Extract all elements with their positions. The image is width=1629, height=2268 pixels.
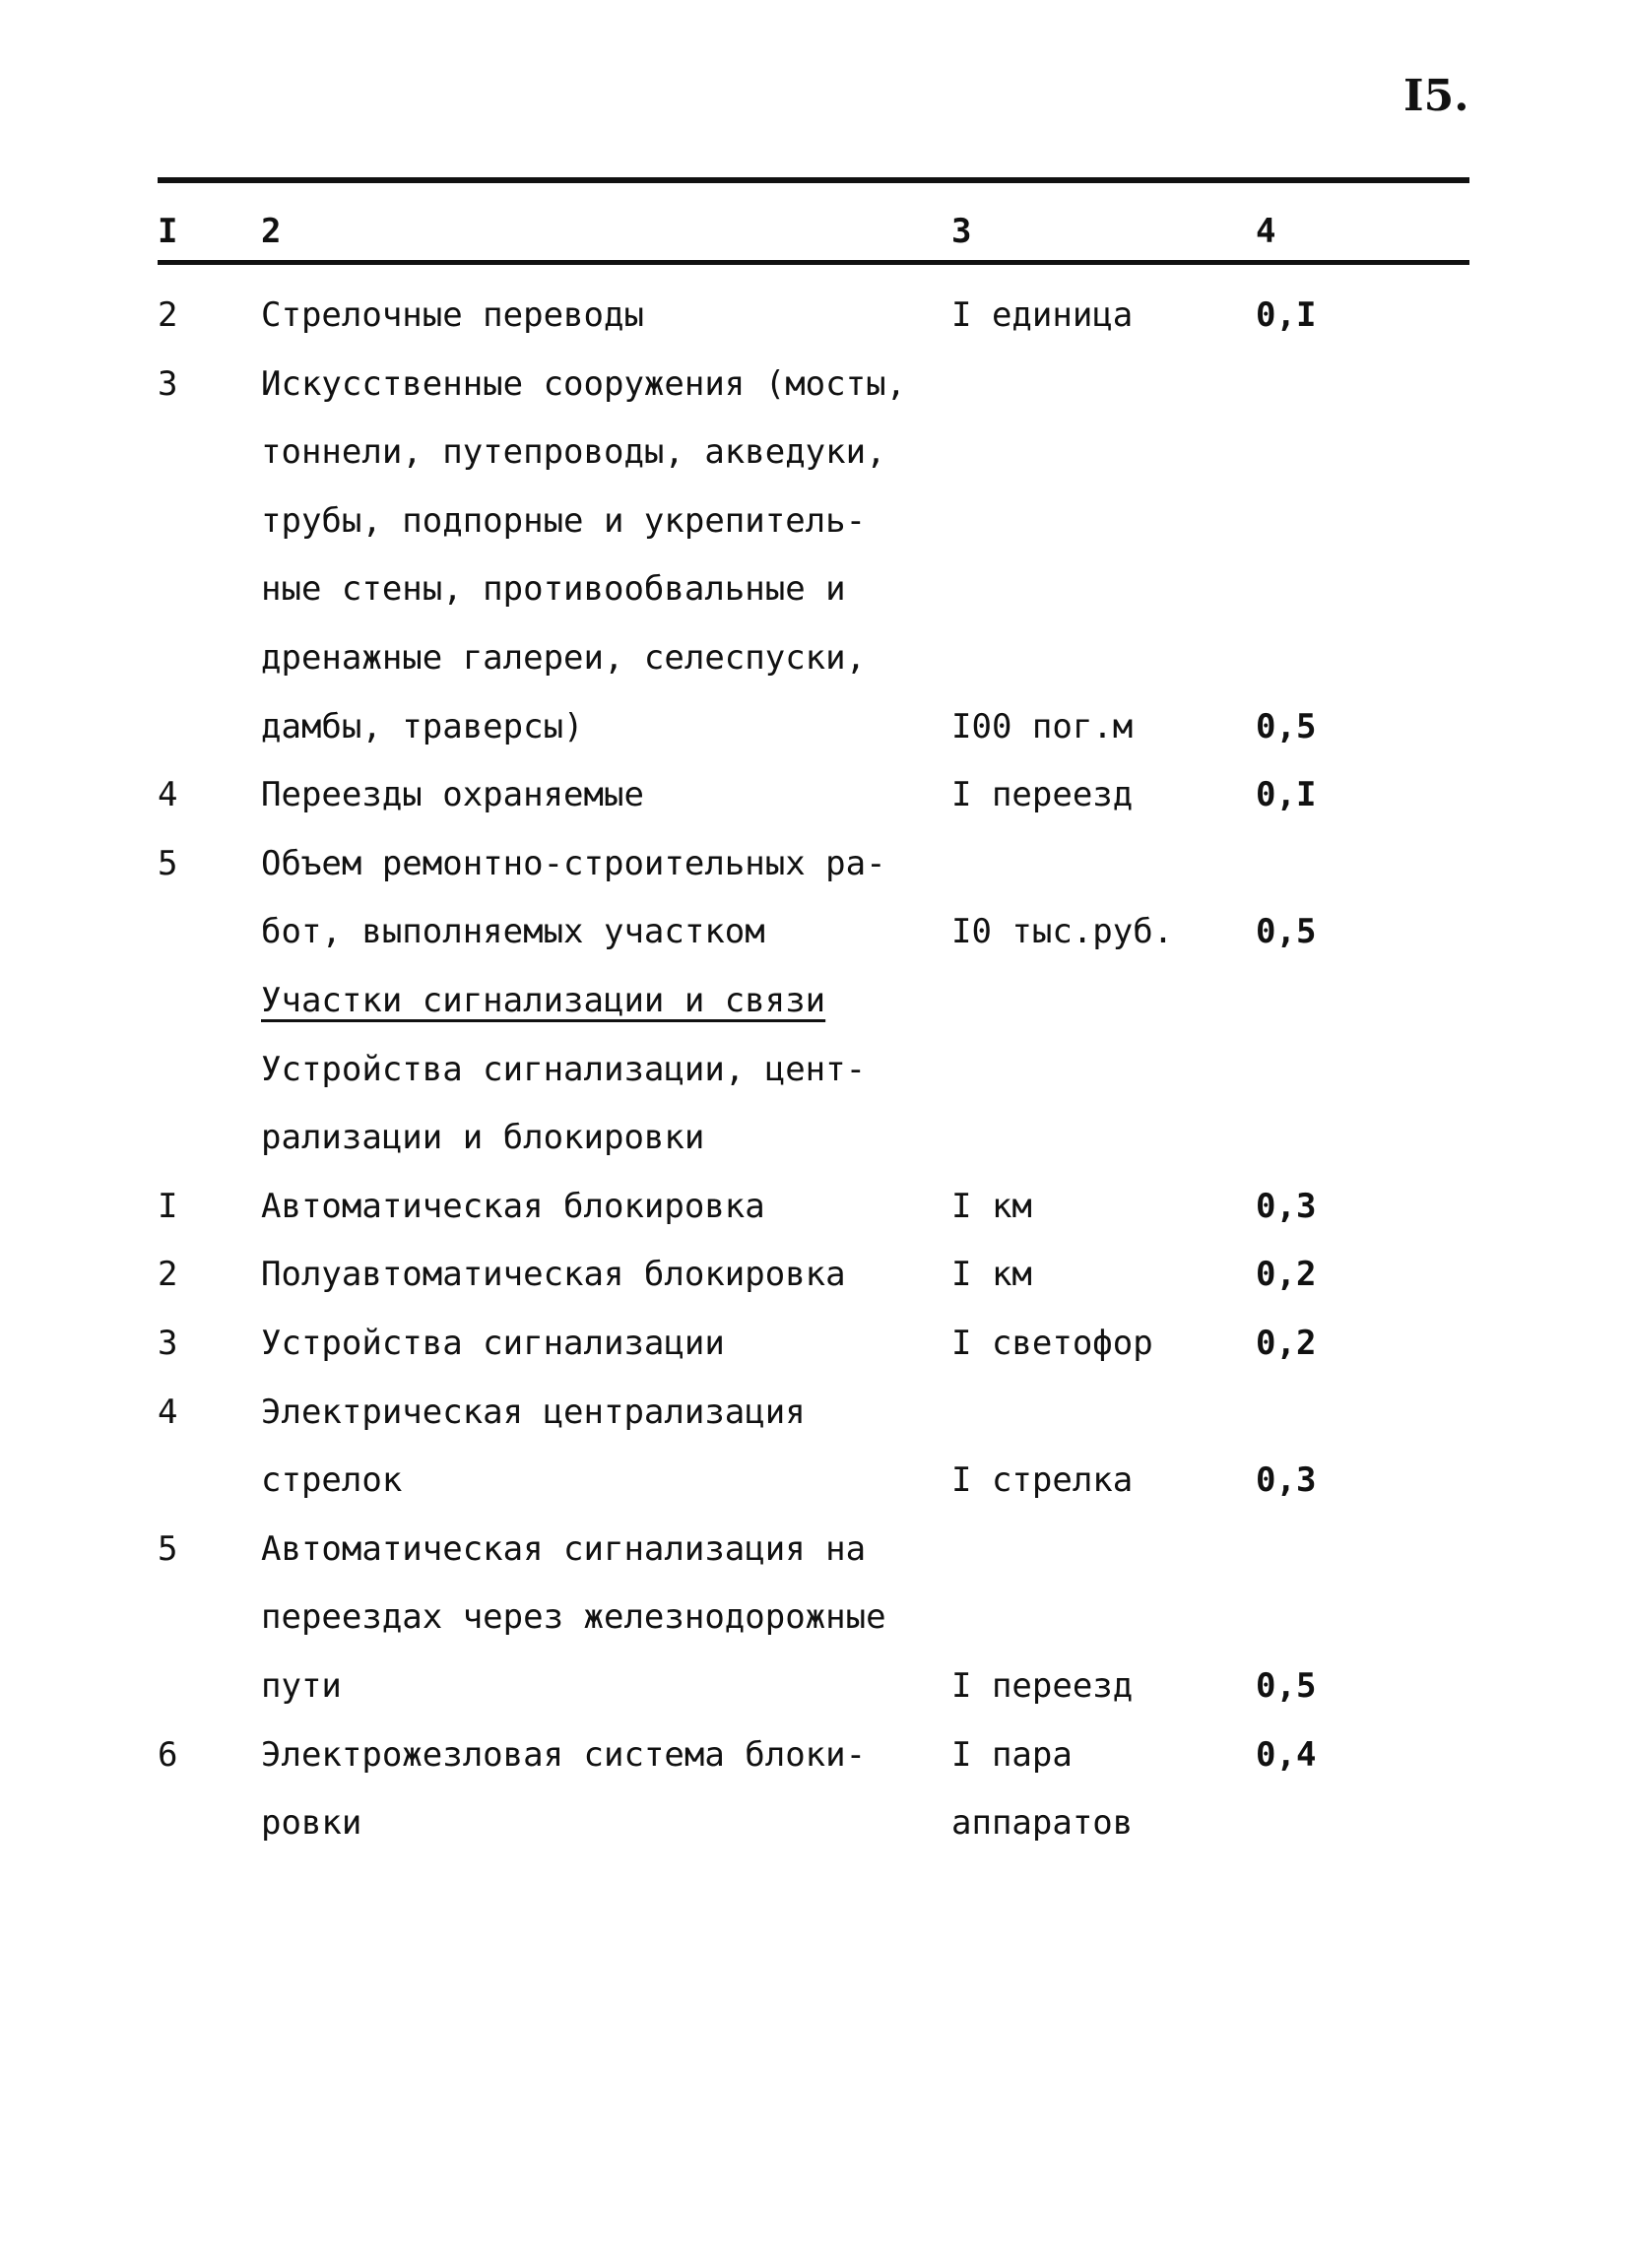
row-description: Участки сигнализации и связи	[261, 981, 826, 1020]
row-unit: I стрелка	[951, 1460, 1134, 1500]
table-row	[0, 554, 1629, 623]
table-row	[0, 1583, 1629, 1652]
table-row	[0, 829, 1629, 898]
header-col-2: 2	[261, 212, 282, 251]
row-description: пути	[261, 1666, 342, 1706]
row-unit: I переезд	[951, 775, 1134, 814]
table-row	[0, 1515, 1629, 1584]
row-description: бот, выполняемых участком	[261, 912, 765, 951]
header-col-3: 3	[951, 212, 972, 251]
row-description: рализации и блокировки	[261, 1118, 705, 1157]
row-description: ровки	[261, 1803, 362, 1843]
row-number: 5	[158, 844, 178, 883]
row-unit: I км	[951, 1255, 1032, 1294]
table-row	[0, 897, 1629, 966]
row-number: I	[158, 1187, 178, 1226]
row-description: трубы, подпорные и укрепитель-	[261, 501, 867, 541]
row-coefficient: 0,5	[1256, 912, 1317, 951]
row-number: 4	[158, 1393, 178, 1432]
row-description: переездах через железнодорожные	[261, 1597, 886, 1637]
table-row	[0, 281, 1629, 350]
table-row	[0, 760, 1629, 829]
header-col-4: 4	[1256, 212, 1276, 251]
table-row	[0, 1309, 1629, 1378]
row-coefficient: 0,4	[1256, 1735, 1317, 1775]
row-unit: I переезд	[951, 1666, 1134, 1706]
table-row	[0, 1240, 1629, 1309]
table-row	[0, 1103, 1629, 1172]
table-row	[0, 1652, 1629, 1720]
row-description: Устройства сигнализации, цент-	[261, 1050, 867, 1089]
row-coefficient: 0,5	[1256, 707, 1317, 746]
row-unit: I км	[951, 1187, 1032, 1226]
row-unit: I единица	[951, 295, 1134, 335]
row-number: 4	[158, 775, 178, 814]
header-col-1: I	[158, 212, 178, 251]
row-description: Электрожезловая система блоки-	[261, 1735, 867, 1775]
table-header-rule	[158, 260, 1469, 265]
row-description: Устройства сигнализации	[261, 1324, 725, 1363]
row-coefficient: 0,2	[1256, 1324, 1317, 1363]
row-description: Автоматическая сигнализация на	[261, 1529, 867, 1569]
row-number: 6	[158, 1735, 178, 1775]
row-number: 2	[158, 295, 178, 335]
row-number: 3	[158, 1324, 178, 1363]
table-row	[0, 692, 1629, 761]
row-description: Переезды охраняемые	[261, 775, 644, 814]
row-unit: I светофор	[951, 1324, 1153, 1363]
row-description: дренажные галереи, селеспуски,	[261, 638, 867, 678]
row-number: 2	[158, 1255, 178, 1294]
row-description: Искусственные сооружения (мосты,	[261, 364, 907, 404]
table-row	[0, 1378, 1629, 1447]
table-row	[0, 418, 1629, 486]
row-unit: I00 пог.м	[951, 707, 1134, 746]
table-header-row	[0, 197, 1629, 266]
row-unit: аппаратов	[951, 1803, 1134, 1843]
row-description: Автоматическая блокировка	[261, 1187, 765, 1226]
row-coefficient: 0,2	[1256, 1255, 1317, 1294]
row-description: Объем ремонтно-строительных ра-	[261, 844, 886, 883]
row-unit: I пара	[951, 1735, 1073, 1775]
table-row	[0, 1172, 1629, 1241]
row-coefficient: 0,3	[1256, 1187, 1317, 1226]
table-row	[0, 486, 1629, 555]
row-coefficient: 0,I	[1256, 295, 1317, 335]
row-number: 3	[158, 364, 178, 404]
row-number: 5	[158, 1529, 178, 1569]
row-coefficient: 0,5	[1256, 1666, 1317, 1706]
table-row	[0, 1446, 1629, 1515]
row-coefficient: 0,I	[1256, 775, 1317, 814]
row-unit: I0 тыс.руб.	[951, 912, 1174, 951]
row-description: ные стены, противообвальные и	[261, 569, 846, 609]
row-description: Стрелочные переводы	[261, 295, 644, 335]
row-description: Электрическая централизация	[261, 1393, 806, 1432]
table-row	[0, 623, 1629, 692]
table-row	[0, 1035, 1629, 1104]
table-row	[0, 1720, 1629, 1789]
row-description: тоннели, путепроводы, акведуки,	[261, 432, 886, 472]
table-row	[0, 350, 1629, 419]
table-top-rule	[158, 177, 1469, 183]
row-description: дамбы, траверсы)	[261, 707, 584, 746]
table-row	[0, 1788, 1629, 1857]
row-description: стрелок	[261, 1460, 403, 1500]
row-coefficient: 0,3	[1256, 1460, 1317, 1500]
table-row	[0, 966, 1629, 1035]
page-number: I5.	[1403, 71, 1469, 121]
row-description: Полуавтоматическая блокировка	[261, 1255, 846, 1294]
